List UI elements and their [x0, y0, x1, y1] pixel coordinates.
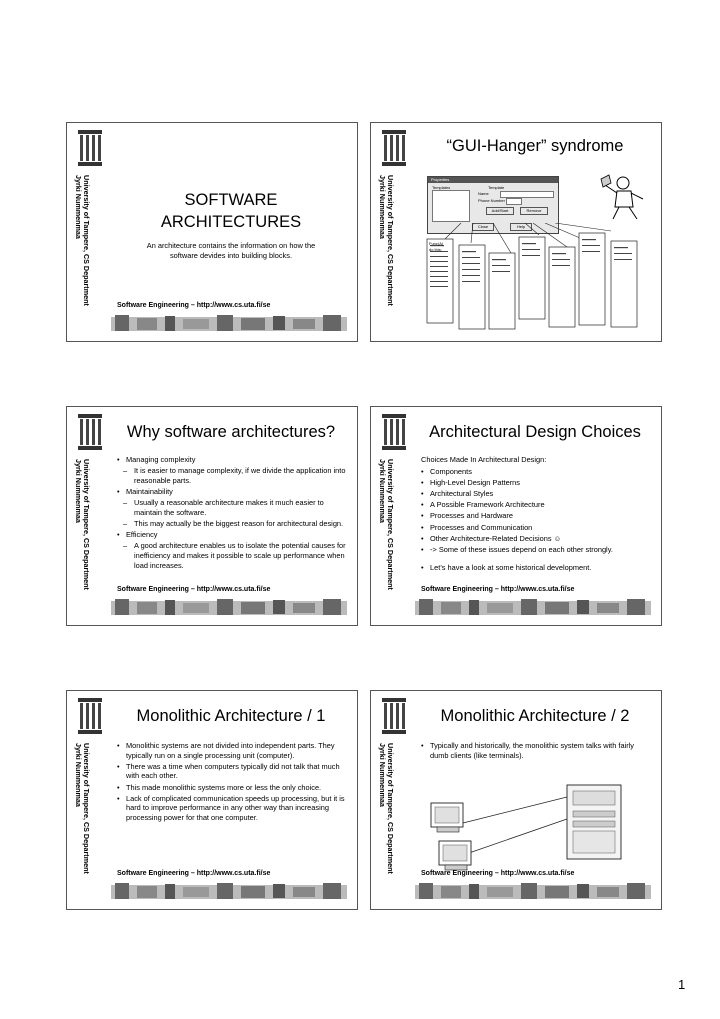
cartoon-figure-icon [599, 173, 649, 221]
footer-image-strip [111, 881, 347, 901]
func-label: Func(A) [429, 241, 444, 246]
bullet-item: • Efficiency [117, 530, 347, 540]
bullet-item: • Maintainability [117, 487, 347, 497]
dialog-field-name [500, 191, 554, 198]
dialog-label-template: Template [488, 185, 505, 190]
code-page-label [429, 241, 443, 246]
dialog-title: Properties [431, 177, 450, 182]
page-number: 1 [678, 977, 686, 992]
sub-bullet-item: – A good architecture enables us to isolate the potential causes for inefficiency and makes it possible to scale up performance when load increases. [117, 541, 347, 570]
vertical-affiliation [74, 459, 109, 619]
dialog-list [432, 190, 470, 222]
slide-footer: Software Engineering – http://www.cs.uta.fi/se [117, 586, 271, 593]
bullet-item: • Architectural Styles [421, 489, 651, 499]
slide-title: Monolithic Architecture / 1 [136, 707, 326, 725]
department-label: University of Tampere, CS Department [386, 743, 395, 874]
code-line-sample [429, 247, 442, 252]
slide-title: Why software architectures? [126, 423, 336, 441]
slide-text [111, 241, 351, 260]
code-page-group [427, 233, 637, 329]
slide-footer: Software Engineering – http://www.cs.uta.fi/se [117, 302, 271, 309]
vertical-affiliation [74, 743, 109, 903]
slide-6 [370, 690, 662, 910]
slide-body [117, 741, 347, 824]
slide-body [421, 455, 651, 574]
bullet-item: • Processes and Communication [421, 523, 651, 533]
slide-title: Architectural Design Choices [429, 423, 641, 441]
author-label: Jyrki Nummenmaa [74, 743, 83, 807]
author-label: Jyrki Nummenmaa [74, 175, 83, 239]
bullet-item: • Components [421, 467, 651, 477]
author-label: Jyrki Nummenmaa [378, 743, 387, 807]
slide-title: “GUI-Hanger” syndrome [446, 137, 624, 155]
slide-body [117, 455, 347, 572]
footer-image-strip [415, 597, 651, 617]
footer-image-strip [111, 597, 347, 617]
bullet-item: • High-Level Design Patterns [421, 478, 651, 488]
bullet-item: • This made monolithic systems more or less the only choice. [117, 783, 347, 793]
text-line-2: software devides into building blocks. [169, 250, 292, 260]
dialog-button-close[interactable]: Close [472, 223, 494, 231]
title-line-2: ARCHITECTURES [160, 213, 302, 231]
terminal-icon-1 [431, 803, 463, 832]
dialog-field-phone [506, 198, 522, 205]
slide-footer: Software Engineering – http://www.cs.uta.fi/se [117, 870, 271, 877]
dialog-titlebar [428, 177, 558, 183]
university-pillar-logo [77, 697, 103, 735]
slide-title [111, 189, 351, 233]
department-label: University of Tampere, CS Department [82, 459, 91, 590]
title-line-1: SOFTWARE [184, 191, 278, 209]
slide-1 [66, 122, 358, 342]
university-pillar-logo [381, 413, 407, 451]
bullet-item: • There was a time when computers typically did not talk that much with each other. [117, 762, 347, 781]
hanging-function-pages [415, 223, 661, 335]
vertical-affiliation [74, 175, 109, 335]
department-label: University of Tampere, CS Department [82, 743, 91, 874]
terminal-icon-2 [439, 841, 471, 870]
text-line-1: An architecture contains the information on how the [146, 241, 316, 250]
sub-bullet-item: – This may actually be the biggest reason for architectural design. [117, 519, 347, 529]
author-label: Jyrki Nummenmaa [74, 459, 83, 523]
body-intro: Choices Made In Architectural Design: [421, 455, 547, 464]
university-pillar-logo [381, 129, 407, 167]
vertical-affiliation [378, 459, 413, 619]
slide-title: Monolithic Architecture / 2 [440, 707, 630, 725]
dialog-button-add[interactable]: Add/Start [486, 207, 514, 215]
dialog-button-help[interactable]: Help [510, 223, 532, 231]
university-pillar-logo [381, 697, 407, 735]
bullet-item: • Processes and Hardware [421, 511, 651, 521]
footer-image-strip [111, 313, 347, 333]
slide-footer: Software Engineering – http://www.cs.uta.fi/se [421, 586, 575, 593]
bullet-item: • Other Architecture-Related Decisions ☺ [421, 534, 651, 544]
dialog-button-remove[interactable]: Remove [520, 207, 548, 215]
bullet-item: • Managing complexity [117, 455, 347, 465]
bullet-item: • Lack of complicated communication speeds up processing, but it is hard to improve performance in any other way than increasing processing power for that one computer. [117, 794, 347, 823]
footer-image-strip [415, 881, 651, 901]
university-pillar-logo [77, 129, 103, 167]
bullet-item: • Let’s have a look at some historical development. [421, 563, 651, 573]
sub-bullet-item: – It is easier to manage complexity, if we divide the application into reasonable parts. [117, 466, 347, 485]
slide-4 [370, 406, 662, 626]
dialog-label-phone: Phone Number [478, 198, 505, 203]
bullet-item: • Monolithic systems are not divided into independent parts. They typically run on a single processing unit (computer). [117, 741, 347, 760]
department-label: University of Tampere, CS Department [386, 459, 395, 590]
vertical-affiliation [378, 743, 413, 903]
bullet-item: • -> Some of these issues depend on each other strongly. [421, 545, 651, 555]
department-label: University of Tampere, CS Department [386, 175, 395, 306]
department-label: University of Tampere, CS Department [82, 175, 91, 306]
bullet-item: • Typically and historically, the monolithic system talks with fairly dumb clients (like terminals). [421, 741, 651, 760]
dialog-label-templates: Templates [432, 185, 451, 190]
dialog-label-name: Name [478, 191, 489, 196]
bullet-item: • A Possible Framework Architecture [421, 500, 651, 510]
sub-bullet-item: – Usually a reasonable architecture makes it much easier to maintain the software. [117, 498, 347, 517]
mainframe-terminals-diagram [417, 771, 657, 881]
mainframe-icon [567, 785, 621, 859]
slide-5 [66, 690, 358, 910]
slide-3 [66, 406, 358, 626]
slide-2 [370, 122, 662, 342]
slide-footer: Software Engineering – http://www.cs.uta.fi/se [421, 870, 575, 877]
vertical-affiliation [378, 175, 413, 335]
author-label: Jyrki Nummenmaa [378, 459, 387, 523]
slide-body [421, 741, 651, 762]
university-pillar-logo [77, 413, 103, 451]
author-label: Jyrki Nummenmaa [378, 175, 387, 239]
code-line: do this; [429, 247, 442, 252]
